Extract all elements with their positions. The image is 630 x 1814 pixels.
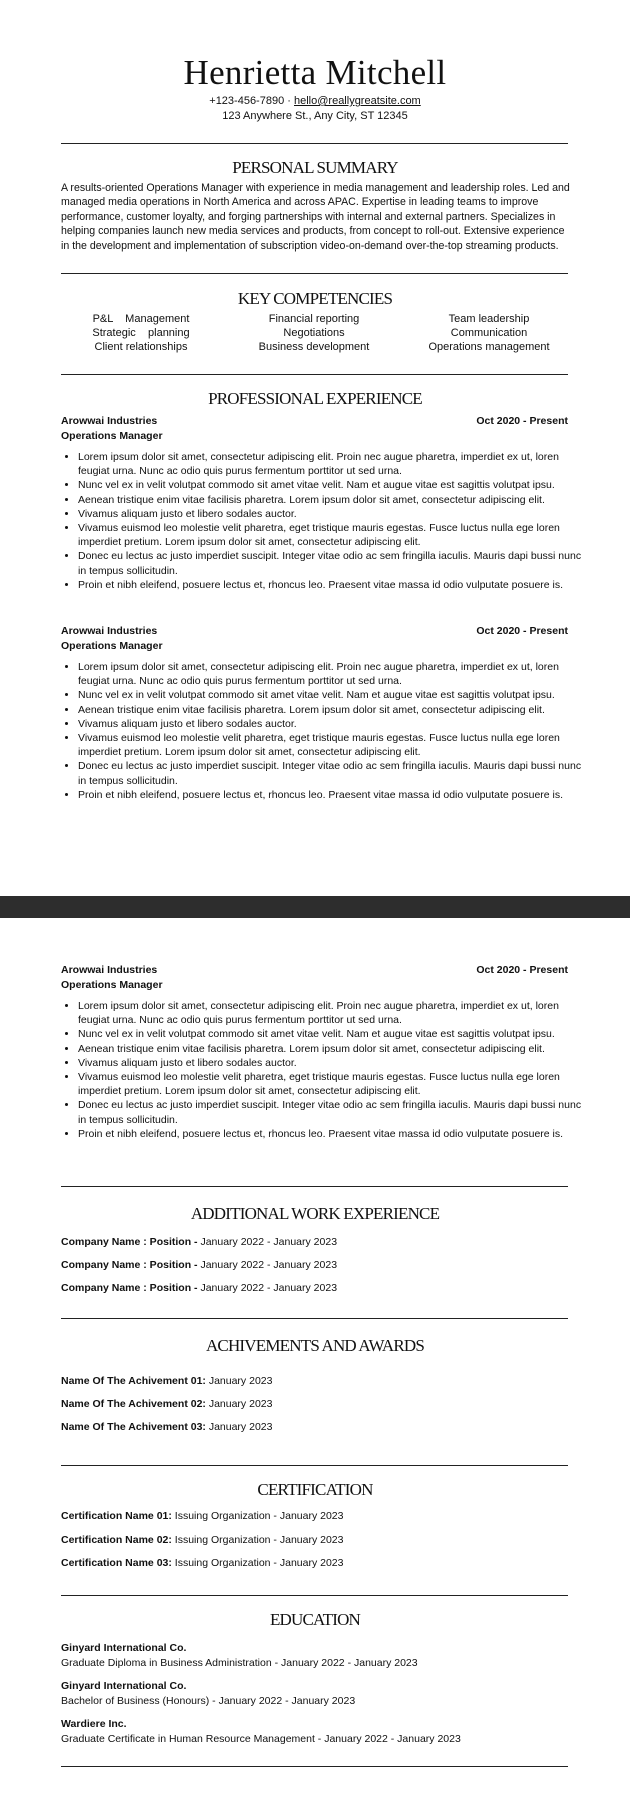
additional-title: ADDITIONAL WORK EXPERIENCE bbox=[190, 1204, 440, 1223]
job-bullet: • Donec eu lectus ac justo imperdiet suscipit. Integer vitae odio ac sem fringilla iaculis. Mauris dapi bussi nunc in tempus sollicitudin. bbox=[78, 1098, 591, 1126]
job-bullet: • Nunc vel ex in velit volutpat commodo sit amet vitae velit. Nam et augue vitae est sagittis volutpat ipsu. bbox=[78, 1027, 591, 1041]
certification-item-label: Certification Name 01: bbox=[61, 1510, 172, 1522]
competency-item: Strategic planning bbox=[92, 327, 190, 340]
job-company: Arowwai Industries bbox=[61, 415, 158, 427]
job-bullet: • Proin et nibh eleifend, posuere lectus et, rhoncus leo. Praesent vitae massa id odio vulputate posuere is. bbox=[78, 578, 591, 592]
certification-item-value: Issuing Organization - January 2023 bbox=[174, 1557, 344, 1569]
job-bullet: • Vivamus aliquam justo et libero sodales auctor. bbox=[78, 717, 591, 731]
job-bullet: • Vivamus euismod leo molestie velit pharetra, eget tristique mauris egestas. Fusce luctus nulla ege loren imperdiet pretium. Lorem ipsum dolor sit amet, consectetur adipiscing elit. bbox=[78, 731, 591, 759]
job-bullet: • Nunc vel ex in velit volutpat commodo sit amet vitae velit. Nam et augue vitae est sagittis volutpat ipsu. bbox=[78, 478, 591, 492]
job-company: Arowwai Industries bbox=[61, 964, 158, 976]
resume-page-1 bbox=[0, 0, 630, 896]
additional-item-value: January 2022 - January 2023 bbox=[200, 1259, 338, 1271]
additional-item bbox=[61, 1259, 337, 1271]
competency-item: P&L Management bbox=[92, 313, 190, 325]
competency-column-1 bbox=[71, 312, 211, 355]
achievement-item bbox=[61, 1375, 272, 1387]
job-bullets bbox=[61, 660, 591, 802]
section-divider bbox=[61, 143, 568, 144]
additional-item-label: Company Name : Position - bbox=[61, 1259, 198, 1271]
job-bullet: • Vivamus aliquam justo et libero sodales auctor. bbox=[78, 507, 591, 521]
section-divider bbox=[61, 1318, 568, 1319]
competency-column-2 bbox=[244, 312, 384, 355]
competency-item: Business development bbox=[258, 341, 370, 354]
contact-separator: · bbox=[287, 95, 291, 107]
phone-number: +123-456-7890 bbox=[209, 95, 285, 107]
page-separator bbox=[0, 896, 630, 918]
competency-item: Team leadership bbox=[448, 313, 530, 325]
job-bullet: • Aenean tristique enim vitae facilisis pharetra. Lorem ipsum dolor sit amet, consectetur adipiscing elit. bbox=[78, 1042, 591, 1056]
certification-item bbox=[61, 1534, 343, 1546]
job-bullet: • Nunc vel ex in velit volutpat commodo sit amet vitae velit. Nam et augue vitae est sagittis volutpat ipsu. bbox=[78, 688, 591, 702]
job-bullet: • Vivamus euismod leo molestie velit pharetra, eget tristique mauris egestas. Fusce luctus nulla ege loren imperdiet pretium. Lorem ipsum dolor sit amet, consectetur adipiscing elit. bbox=[78, 1070, 591, 1098]
experience-title: PROFESSIONAL EXPERIENCE bbox=[208, 389, 422, 408]
education-institution: Ginyard International Co. bbox=[61, 1680, 187, 1692]
competency-item: Financial reporting bbox=[268, 313, 360, 325]
additional-item bbox=[61, 1236, 337, 1248]
additional-item-value: January 2022 - January 2023 bbox=[200, 1282, 338, 1294]
additional-item-label: Company Name : Position - bbox=[61, 1282, 198, 1294]
achievement-item-label: Name Of The Achivement 03: bbox=[61, 1421, 206, 1433]
education-detail: Graduate Certificate in Human Resource Management - January 2022 - January 2023 bbox=[61, 1733, 461, 1745]
resume-page-2 bbox=[0, 918, 630, 1814]
job-bullet: • Vivamus aliquam justo et libero sodales auctor. bbox=[78, 1056, 591, 1070]
job-bullets bbox=[61, 999, 591, 1141]
certification-item-value: Issuing Organization - January 2023 bbox=[174, 1534, 344, 1546]
additional-item-label: Company Name : Position - bbox=[61, 1236, 198, 1248]
achievement-item-label: Name Of The Achivement 01: bbox=[61, 1375, 206, 1387]
achievement-item bbox=[61, 1398, 272, 1410]
job-bullet: • Aenean tristique enim vitae facilisis pharetra. Lorem ipsum dolor sit amet, consectetur adipiscing elit. bbox=[78, 703, 591, 717]
summary-title: PERSONAL SUMMARY bbox=[232, 158, 398, 177]
achievement-item-label: Name Of The Achivement 02: bbox=[61, 1398, 206, 1410]
section-divider bbox=[61, 1186, 568, 1187]
job-date: Oct 2020 - Present bbox=[476, 415, 568, 427]
certification-item-value: Issuing Organization - January 2023 bbox=[174, 1510, 344, 1522]
job-role: Operations Manager bbox=[61, 640, 163, 652]
address: 123 Anywhere St., Any City, ST 12345 bbox=[222, 110, 408, 122]
competency-item: Communication bbox=[450, 327, 528, 340]
competency-item: Operations management bbox=[428, 341, 550, 354]
job-date: Oct 2020 - Present bbox=[476, 964, 568, 976]
certification-item-label: Certification Name 03: bbox=[61, 1557, 172, 1569]
education-detail: Graduate Diploma in Business Administration - January 2022 - January 2023 bbox=[61, 1657, 418, 1669]
achievements-title: ACHIVEMENTS AND AWARDS bbox=[205, 1336, 425, 1355]
job-bullets bbox=[61, 450, 591, 592]
job-bullet: • Lorem ipsum dolor sit amet, consectetur adipiscing elit. Proin nec augue pharetra, imperdiet ex ut, loren feugiat urna. Nunc ac odio quis purus fermentum porttitor ut sed urna. bbox=[78, 999, 591, 1027]
section-divider bbox=[61, 374, 568, 375]
education-institution: Ginyard International Co. bbox=[61, 1642, 187, 1654]
job-company: Arowwai Industries bbox=[61, 625, 158, 637]
contact-line bbox=[0, 95, 630, 107]
job-bullet: • Aenean tristique enim vitae facilisis pharetra. Lorem ipsum dolor sit amet, consectetur adipiscing elit. bbox=[78, 493, 591, 507]
achievement-item-value: January 2023 bbox=[208, 1375, 273, 1387]
job-bullet: • Lorem ipsum dolor sit amet, consectetur adipiscing elit. Proin nec augue pharetra, imperdiet ex ut, loren feugiat urna. Nunc ac odio quis purus fermentum porttitor ut sed urna. bbox=[78, 660, 591, 688]
competency-item: Negotiations bbox=[283, 327, 345, 340]
certification-title: CERTIFICATION bbox=[257, 1480, 373, 1499]
competencies-title: KEY COMPETENCIES bbox=[237, 289, 393, 308]
achievement-item-value: January 2023 bbox=[208, 1398, 273, 1410]
job-role: Operations Manager bbox=[61, 979, 163, 991]
education-institution: Wardiere Inc. bbox=[61, 1718, 127, 1730]
section-divider bbox=[61, 1595, 568, 1596]
job-bullet: • Vivamus euismod leo molestie velit pharetra, eget tristique mauris egestas. Fusce luctus nulla ege loren imperdiet pretium. Lorem ipsum dolor sit amet, consectetur adipiscing elit. bbox=[78, 521, 591, 549]
competency-column-3 bbox=[419, 312, 559, 355]
section-divider bbox=[61, 1766, 568, 1767]
achievement-item-value: January 2023 bbox=[208, 1421, 273, 1433]
job-bullet: • Proin et nibh eleifend, posuere lectus et, rhoncus leo. Praesent vitae massa id odio vulputate posuere is. bbox=[78, 788, 591, 802]
additional-item bbox=[61, 1282, 337, 1294]
achievement-item bbox=[61, 1421, 272, 1433]
certification-item-label: Certification Name 02: bbox=[61, 1534, 172, 1546]
job-bullet: • Proin et nibh eleifend, posuere lectus et, rhoncus leo. Praesent vitae massa id odio vulputate posuere is. bbox=[78, 1127, 591, 1141]
education-title: EDUCATION bbox=[269, 1610, 361, 1629]
summary-text: A results-oriented Operations Manager with experience in media management and leadership roles. Led and managed media operations in North America and across APAC. Expertise in leading teams to improve performance, customer loyalty, and forging partnerships with internal and external partners. Specializes in helping companies launch new media services and products, from concept to roll-out. Extensive experience in the development and implementation of subscription video-on-demand over-the-top streaming products. bbox=[61, 182, 570, 252]
section-divider bbox=[61, 1465, 568, 1466]
competency-item: Client relationships bbox=[94, 341, 188, 354]
job-role: Operations Manager bbox=[61, 430, 163, 442]
certification-item bbox=[61, 1557, 343, 1569]
email-link[interactable]: hello@reallygreatsite.com bbox=[294, 95, 421, 107]
section-divider bbox=[61, 273, 568, 274]
job-bullet: • Donec eu lectus ac justo imperdiet suscipit. Integer vitae odio ac sem fringilla iaculis. Mauris dapi bussi nunc in tempus sollicitudin. bbox=[78, 549, 591, 577]
job-date: Oct 2020 - Present bbox=[476, 625, 568, 637]
education-detail: Bachelor of Business (Honours) - January 2022 - January 2023 bbox=[61, 1695, 356, 1707]
job-bullet: • Donec eu lectus ac justo imperdiet suscipit. Integer vitae odio ac sem fringilla iaculis. Mauris dapi bussi nunc in tempus sollicitudin. bbox=[78, 759, 591, 787]
certification-item bbox=[61, 1510, 343, 1522]
job-bullet: • Lorem ipsum dolor sit amet, consectetur adipiscing elit. Proin nec augue pharetra, imperdiet ex ut, loren feugiat urna. Nunc ac odio quis purus fermentum porttitor ut sed urna. bbox=[78, 450, 591, 478]
candidate-name: Henrietta Mitchell bbox=[183, 53, 447, 92]
additional-item-value: January 2022 - January 2023 bbox=[200, 1236, 338, 1248]
